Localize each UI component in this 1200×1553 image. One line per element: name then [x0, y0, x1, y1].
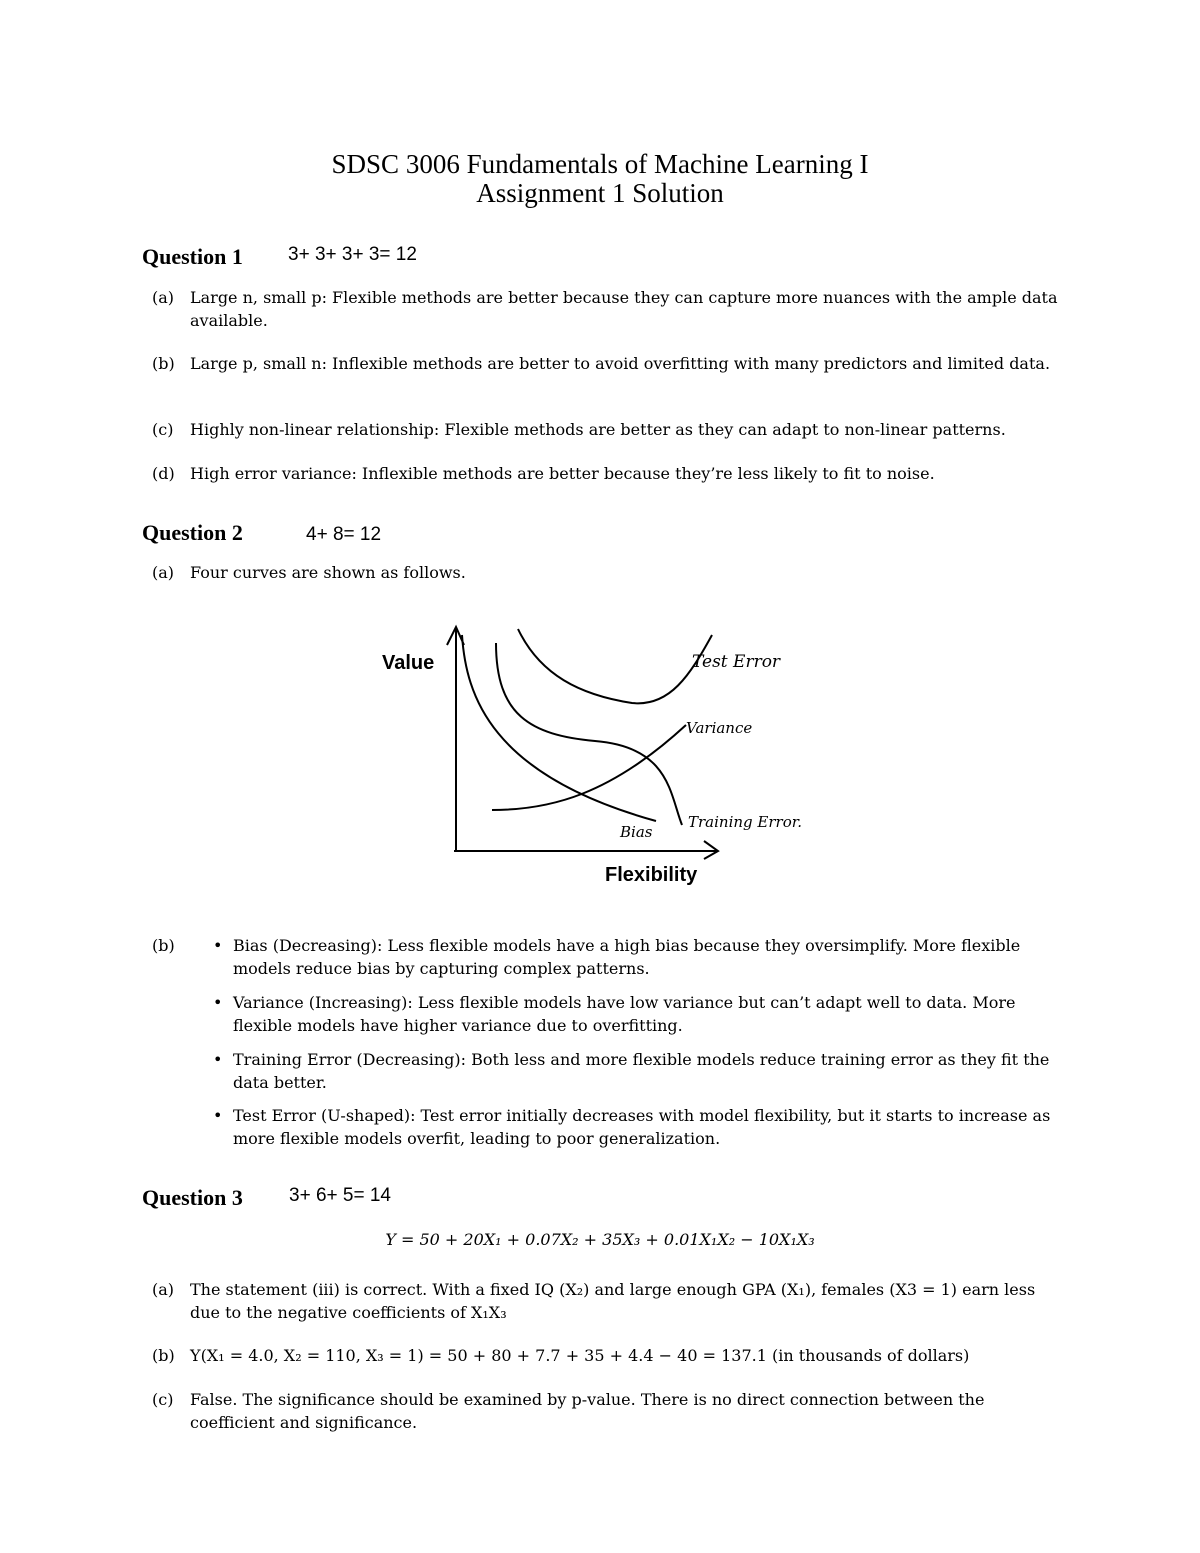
q1-item-b-label: (b)	[152, 354, 175, 373]
question-2-heading: Question 2	[142, 520, 243, 545]
bullet-dot: •	[213, 993, 223, 1012]
y-axis-label: Value	[382, 652, 435, 674]
q3-item-b	[152, 1344, 1062, 1367]
q1-item-a	[152, 286, 1062, 332]
q3-item-a	[152, 1278, 1062, 1324]
x-axis-label: Flexibility	[605, 864, 698, 886]
bullet-dot: •	[213, 936, 223, 955]
q1-item-c-label: (c)	[152, 420, 174, 439]
bias-variance-sketch	[370, 615, 810, 895]
q2-item-a	[152, 561, 1062, 584]
q2-bullet-test-error	[213, 1104, 1063, 1150]
title-line-1: SDSC 3006 Fundamentals of Machine Learning I	[331, 149, 869, 179]
q1-item-a-label: (a)	[152, 288, 175, 307]
question-3-points: 3+ 6+ 5= 14	[289, 1185, 391, 1206]
q2-bullet-training-error-text: Training Error (Decreasing): Both less and more flexible models reduce training error as they fit the data better.	[233, 1050, 1050, 1092]
question-2-points: 4+ 8= 12	[306, 524, 382, 545]
variance-label: Variance	[686, 719, 753, 737]
bias-label: Bias	[620, 823, 653, 841]
q2-bullet-variance	[213, 991, 1063, 1037]
q1-item-c	[152, 418, 1062, 441]
document-title	[0, 150, 1200, 208]
q2-bullet-bias-text: Bias (Decreasing): Less flexible models have a high bias because they oversimplify. More flexible models reduce bias by capturing complex patterns.	[233, 936, 1021, 978]
q3-item-b-label: (b)	[152, 1346, 175, 1365]
q3-item-a-text: The statement (iii) is correct. With a fixed IQ (X₂) and large enough GPA (X₁), females (X3 = 1) earn less due to the negative coefficients of X₁X₃	[190, 1280, 1036, 1322]
q1-item-d	[152, 462, 1062, 485]
q1-item-d-label: (d)	[152, 464, 175, 483]
q3-item-c-label: (c)	[152, 1390, 174, 1409]
q1-item-d-text: High error variance: Inflexible methods are better because they’re less likely to fit to noise.	[190, 464, 935, 483]
q1-item-b-text: Large p, small n: Inflexible methods are better to avoid overfitting with many predictors and limited data.	[190, 354, 1051, 373]
q1-item-b	[152, 352, 1062, 375]
bias-variance-figure	[370, 615, 810, 895]
training-error-label: Training Error.	[688, 813, 803, 831]
q2-bullet-bias	[213, 934, 1063, 980]
q2-item-b-label: (b)	[152, 936, 175, 955]
q2-bullet-variance-text: Variance (Increasing): Less flexible models have low variance but can’t adapt well to data. More flexible models have higher variance due to overfitting.	[233, 993, 1016, 1035]
test-error-label: Test Error	[692, 652, 781, 672]
q1-item-a-text: Large n, small p: Flexible methods are better because they can capture more nuances with the ample data available.	[190, 288, 1058, 330]
question-1-heading: Question 1	[142, 244, 243, 269]
q2-item-a-text: Four curves are shown as follows.	[190, 563, 466, 582]
q2-bullet-training-error	[213, 1048, 1063, 1094]
q3-item-c	[152, 1388, 1062, 1434]
title-line-2: Assignment 1 Solution	[476, 178, 724, 208]
q3-item-a-label: (a)	[152, 1280, 175, 1299]
bias-curve	[462, 635, 656, 821]
q3-item-b-text: Y(X₁ = 4.0, X₂ = 110, X₃ = 1) = 50 + 80 + 7.7 + 35 + 4.4 − 40 = 137.1 (in thousands of dollars)	[190, 1346, 970, 1365]
regression-equation: Y = 50 + 20X₁ + 0.07X₂ + 35X₃ + 0.01X₁X₂ − 10X₁X₃	[385, 1230, 815, 1249]
q1-item-c-text: Highly non-linear relationship: Flexible methods are better as they can adapt to non-linear patterns.	[190, 420, 1006, 439]
question-3-heading: Question 3	[142, 1185, 243, 1210]
q2-bullet-test-error-text: Test Error (U-shaped): Test error initially decreases with model flexibility, but it starts to increase as more flexible models overfit, leading to poor generalization.	[233, 1106, 1051, 1148]
bullet-dot: •	[213, 1050, 223, 1069]
q3-item-c-text: False. The significance should be examined by p-value. There is no direct connection between the coefficient and significance.	[190, 1390, 985, 1432]
question-1-points: 3+ 3+ 3+ 3= 12	[288, 244, 417, 265]
bullet-dot: •	[213, 1106, 223, 1125]
q2-item-a-label: (a)	[152, 563, 175, 582]
test-error-curve	[518, 629, 712, 703]
